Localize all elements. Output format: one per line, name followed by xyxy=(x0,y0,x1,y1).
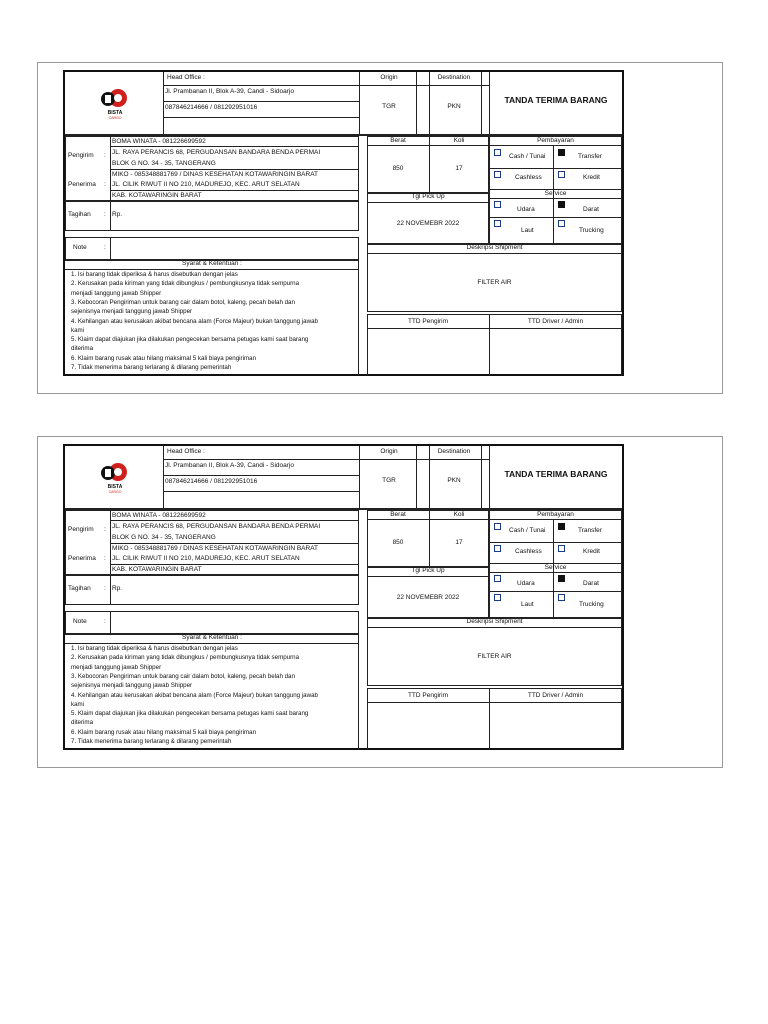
description-value: FILTER AIR xyxy=(477,653,512,660)
credit-checkbox[interactable] xyxy=(558,171,565,178)
pickup-label: Tgl Pick Up xyxy=(411,567,445,574)
terms-title: Syarat & Ketentuan : xyxy=(182,260,242,267)
receipt-frame: BISTA CARGO Head Office : Jl. Prambanan II, Blok A-39, Candi - Sidoarjo 087846214666 / 081292951016 Origin Destination TGR PKN TANDA TERIMA BARANG Pengirim : BOMA WINATA - 081226699592 JL. RAYA PERANCIS 68, PERGUDANSAN BANDARA BENDA PERMAI BLOK G NO. 34 - 35, TANGERANG MIKO - 085348881769 / DINAS KESEHATAN KOTAWARINGIN BARAT Penerima : JL. CILIK RIWUT II NO 210, MADUREJO, KEC. ARUT SELATAN KAB. KOTAWARINGIN BARAT Tagihan : Rp. Note : Syarat & Ketentuan : 1. Isi barang tidak diperiksa & harus disebutkan dengan jelas 2. Kerusakan pada kiriman yang tidak dibungkus / pembungkusnya tidak sempurna menjadi tanggung jawab Shipper 3. Kebocoran Pengiriman untuk barang cair dalam botol, kaleng, pecah belah dan sejenisnya menjadi tanggung jawab Shipper 4. Kehilangan atau kerusakan akibat bencana alam (Force Majeur) bukan tanggung jawab kami 5. Klaim dapat diajukan jika dilakukan pengecekan bersama petugas kami saat barang diterima 6. Klaim barang rusak atau hilang maksimal 5 kali biaya pengiriman 7. Tidak menerima barang terlarang & dilarang pemerintah Berat Koli 850 17 Tgl Pick Up 22 NOVEMEBR 2022 Pembayaran Cash / Tunai Transfer Cashless Kredit Service Udara Darat Laut Trucking Deskripsi Shipment FILTER AIR TTD Pengirim TTD Driver / Admin xyxy=(63,444,624,750)
receiver-address-1: JL. CILIK RIWUT II NO 210, MADUREJO, KEC. ARUT SELATAN xyxy=(112,181,300,188)
bill-label: Tagihan xyxy=(68,211,91,218)
logo-cell xyxy=(66,73,163,134)
note-label: Note xyxy=(73,618,87,625)
pickup-date: 22 NOVEMEBR 2022 xyxy=(396,594,460,601)
terms-line: kami xyxy=(71,700,85,708)
description-label: Deskripsi Shipment xyxy=(466,244,523,251)
destination-label: Destination xyxy=(437,74,471,81)
svc-air-label: Udara xyxy=(517,580,535,587)
terms-line: 1. Isi barang tidak diperiksa & harus disebutkan dengan jelas xyxy=(71,271,238,278)
pay-credit-label: Kredit xyxy=(583,174,600,181)
cashless-checkbox[interactable] xyxy=(494,545,501,552)
receiver-name: MIKO - 085348881769 / DINAS KESEHATAN KOTAWARINGIN BARAT xyxy=(112,545,319,552)
svc-land-label: Darat xyxy=(583,206,599,213)
logo-cell xyxy=(66,447,163,508)
terms-line: 5. Klaim dapat diajukan jika dilakukan pengecekan bersama petugas kami saat barang xyxy=(71,336,309,344)
koli-value: 17 xyxy=(455,165,463,172)
terms-line: menjadi tanggung jawab Shipper xyxy=(71,289,162,297)
koli-label: Koli xyxy=(453,137,465,144)
transfer-checkbox[interactable] xyxy=(558,149,565,156)
receiver-address-2: KAB. KOTAWARINGIN BARAT xyxy=(112,192,202,199)
terms-line: 2. Kerusakan pada kiriman yang tidak dibungkus / pembungkusnya tidak sempurna xyxy=(71,654,300,662)
receipt-1 xyxy=(0,62,768,402)
terms-line: 4. Kehilangan atau kerusakan akibat bencana alam (Force Majeur) bukan tanggung jawab xyxy=(71,691,318,699)
payment-label: Pembayaran xyxy=(537,137,574,144)
trucking-checkbox[interactable] xyxy=(558,594,565,601)
sea-checkbox[interactable] xyxy=(494,594,501,601)
sign-sender-label: TTD Pengirim xyxy=(407,318,449,325)
terms-line: diterima xyxy=(71,345,94,353)
receiver-address-2: KAB. KOTAWARINGIN BARAT xyxy=(112,566,202,573)
svc-air-label: Udara xyxy=(517,206,535,213)
bill-label: Tagihan xyxy=(68,585,91,592)
terms-line: 1. Isi barang tidak diperiksa & harus disebutkan dengan jelas xyxy=(71,645,238,652)
svc-sea-label: Laut xyxy=(521,601,534,608)
pickup-label: Tgl Pick Up xyxy=(411,193,445,200)
bill-value: Rp. xyxy=(112,211,123,218)
terms-line: 3. Kebocoran Pengiriman untuk barang cair dalam botol, kaleng, pecah belah dan xyxy=(71,298,295,306)
transfer-checkbox[interactable] xyxy=(558,523,565,530)
destination-label: Destination xyxy=(437,448,471,455)
sender-label: Pengirim xyxy=(68,526,94,533)
description-label: Deskripsi Shipment xyxy=(466,618,523,625)
terms-line: 7. Tidak menerima barang terlarang & dilarang pemerintah xyxy=(71,738,232,745)
sea-checkbox[interactable] xyxy=(494,220,501,227)
terms-title: Syarat & Ketentuan : xyxy=(182,634,242,641)
sender-name: BOMA WINATA - 081226699592 xyxy=(112,138,206,145)
payment-label: Pembayaran xyxy=(537,511,574,518)
land-checkbox[interactable] xyxy=(558,575,565,582)
receiver-name: MIKO - 085348881769 / DINAS KESEHATAN KOTAWARINGIN BARAT xyxy=(112,171,319,178)
receiver-address-1: JL. CILIK RIWUT II NO 210, MADUREJO, KEC. ARUT SELATAN xyxy=(112,555,300,562)
sign-driver-label: TTD Driver / Admin xyxy=(527,318,584,325)
bill-value: Rp. xyxy=(112,585,123,592)
pay-transfer-label: Transfer xyxy=(578,527,602,534)
terms-line: 6. Klaim barang rusak atau hilang maksimal 5 kali biaya pengiriman xyxy=(71,728,257,736)
credit-checkbox[interactable] xyxy=(558,545,565,552)
note-label: Note xyxy=(73,244,87,251)
weight-label: Berat xyxy=(390,137,406,144)
pay-cashless-label: Cashless xyxy=(515,548,542,555)
receipt-frame: BISTA CARGO Head Office : Jl. Prambanan II, Blok A-39, Candi - Sidoarjo 087846214666 / 081292951016 Origin Destination TGR PKN TANDA TERIMA BARANG Pengirim : BOMA WINATA - 081226699592 JL. RAYA PERANCIS 68, PERGUDANSAN BANDARA BENDA PERMAI BLOK G NO. 34 - 35, TANGERANG MIKO - 085348881769 / DINAS KESEHATAN KOTAWARINGIN BARAT Penerima : JL. CILIK RIWUT II NO 210, MADUREJO, KEC. ARUT SELATAN KAB. KOTAWARINGIN BARAT Tagihan : Rp. Note : Syarat & Ketentuan : 1. Isi barang tidak diperiksa & harus disebutkan dengan jelas 2. Kerusakan pada kiriman yang tidak dibungkus / pembungkusnya tidak sempurna menjadi tanggung jawab Shipper 3. Kebocoran Pengiriman untuk barang cair dalam botol, kaleng, pecah belah dan sejenisnya menjadi tanggung jawab Shipper 4. Kehilangan atau kerusakan akibat bencana alam (Force Majeur) bukan tanggung jawab kami 5. Klaim dapat diajukan jika dilakukan pengecekan bersama petugas kami saat barang diterima 6. Klaim barang rusak atau hilang maksimal 5 kali biaya pengiriman 7. Tidak menerima barang terlarang & dilarang pemerintah Berat Koli 850 17 Tgl Pick Up 22 NOVEMEBR 2022 Pembayaran Cash / Tunai Transfer Cashless Kredit Service Udara Darat Laut Trucking Deskripsi Shipment FILTER AIR TTD Pengirim TTD Driver / Admin xyxy=(63,70,624,376)
logo-text: BISTA xyxy=(107,484,123,490)
sender-name: BOMA WINATA - 081226699592 xyxy=(112,512,206,519)
pay-cash-label: Cash / Tunai xyxy=(509,527,546,534)
cash-checkbox[interactable] xyxy=(494,149,501,156)
terms-line: sejenisnya menjadi tanggung jawab Shipper xyxy=(71,308,193,316)
land-checkbox[interactable] xyxy=(558,201,565,208)
terms-line: 2. Kerusakan pada kiriman yang tidak dibungkus / pembungkusnya tidak sempurna xyxy=(71,280,300,288)
weight-value: 850 xyxy=(392,165,404,172)
sender-address-1: JL. RAYA PERANCIS 68, PERGUDANSAN BANDARA BENDA PERMAI xyxy=(112,523,321,530)
sender-label: Pengirim xyxy=(68,152,94,159)
pickup-date: 22 NOVEMEBR 2022 xyxy=(396,220,460,227)
svc-sea-label: Laut xyxy=(521,227,534,234)
svc-land-label: Darat xyxy=(583,580,599,587)
origin-label: Origin xyxy=(380,74,398,81)
origin-value: TGR xyxy=(382,477,396,484)
office-address: Jl. Prambanan II, Blok A-39, Candi - Sidoarjo xyxy=(165,462,294,469)
destination-value: PKN xyxy=(447,103,461,110)
office-phones: 087846214666 / 081292951016 xyxy=(165,478,258,485)
office-phones: 087846214666 / 081292951016 xyxy=(165,104,258,111)
terms-line: 6. Klaim barang rusak atau hilang maksimal 5 kali biaya pengiriman xyxy=(71,354,257,362)
svc-truck-label: Trucking xyxy=(579,227,604,234)
sender-address-2: BLOK G NO. 34 - 35, TANGERANG xyxy=(112,534,216,541)
air-checkbox[interactable] xyxy=(494,201,501,208)
cash-checkbox[interactable] xyxy=(494,523,501,530)
pay-transfer-label: Transfer xyxy=(578,153,602,160)
air-checkbox[interactable] xyxy=(494,575,501,582)
pay-credit-label: Kredit xyxy=(583,548,600,555)
head-office-label: Head Office : xyxy=(167,74,205,81)
koli-label: Koli xyxy=(453,511,465,518)
logo-text: BISTA xyxy=(107,110,123,116)
receipt-2 xyxy=(0,436,768,776)
terms-line: menjadi tanggung jawab Shipper xyxy=(71,663,162,671)
svc-truck-label: Trucking xyxy=(579,601,604,608)
document-title: TANDA TERIMA BARANG xyxy=(504,95,608,105)
logo-subtext: CARGO xyxy=(108,490,122,494)
weight-value: 850 xyxy=(392,539,404,546)
pay-cash-label: Cash / Tunai xyxy=(509,153,546,160)
trucking-checkbox[interactable] xyxy=(558,220,565,227)
receiver-label: Penerima xyxy=(68,181,96,188)
sign-driver-label: TTD Driver / Admin xyxy=(527,692,584,699)
terms-line: kami xyxy=(71,326,85,334)
receiver-label: Penerima xyxy=(68,555,96,562)
sign-sender-label: TTD Pengirim xyxy=(407,692,449,699)
terms-line: 4. Kehilangan atau kerusakan akibat bencana alam (Force Majeur) bukan tanggung jawab xyxy=(71,317,318,325)
destination-value: PKN xyxy=(447,477,461,484)
document-title: TANDA TERIMA BARANG xyxy=(504,469,608,479)
terms-line: 7. Tidak menerima barang terlarang & dilarang pemerintah xyxy=(71,364,232,371)
service-label: Service xyxy=(544,190,567,197)
origin-label: Origin xyxy=(380,448,398,455)
terms-line: 5. Klaim dapat diajukan jika dilakukan pengecekan bersama petugas kami saat barang xyxy=(71,710,309,718)
origin-value: TGR xyxy=(382,103,396,110)
description-value: FILTER AIR xyxy=(477,279,512,286)
service-label: Service xyxy=(544,564,567,571)
pay-cashless-label: Cashless xyxy=(515,174,542,181)
koli-value: 17 xyxy=(455,539,463,546)
terms-line: 3. Kebocoran Pengiriman untuk barang cair dalam botol, kaleng, pecah belah dan xyxy=(71,672,295,680)
logo-subtext: CARGO xyxy=(108,116,122,120)
terms-line: sejenisnya menjadi tanggung jawab Shipper xyxy=(71,682,193,690)
terms-line: diterima xyxy=(71,719,94,727)
head-office-label: Head Office : xyxy=(167,448,205,455)
sender-address-2: BLOK G NO. 34 - 35, TANGERANG xyxy=(112,160,216,167)
cashless-checkbox[interactable] xyxy=(494,171,501,178)
office-address: Jl. Prambanan II, Blok A-39, Candi - Sidoarjo xyxy=(165,88,294,95)
weight-label: Berat xyxy=(390,511,406,518)
sender-address-1: JL. RAYA PERANCIS 68, PERGUDANSAN BANDARA BENDA PERMAI xyxy=(112,149,321,156)
